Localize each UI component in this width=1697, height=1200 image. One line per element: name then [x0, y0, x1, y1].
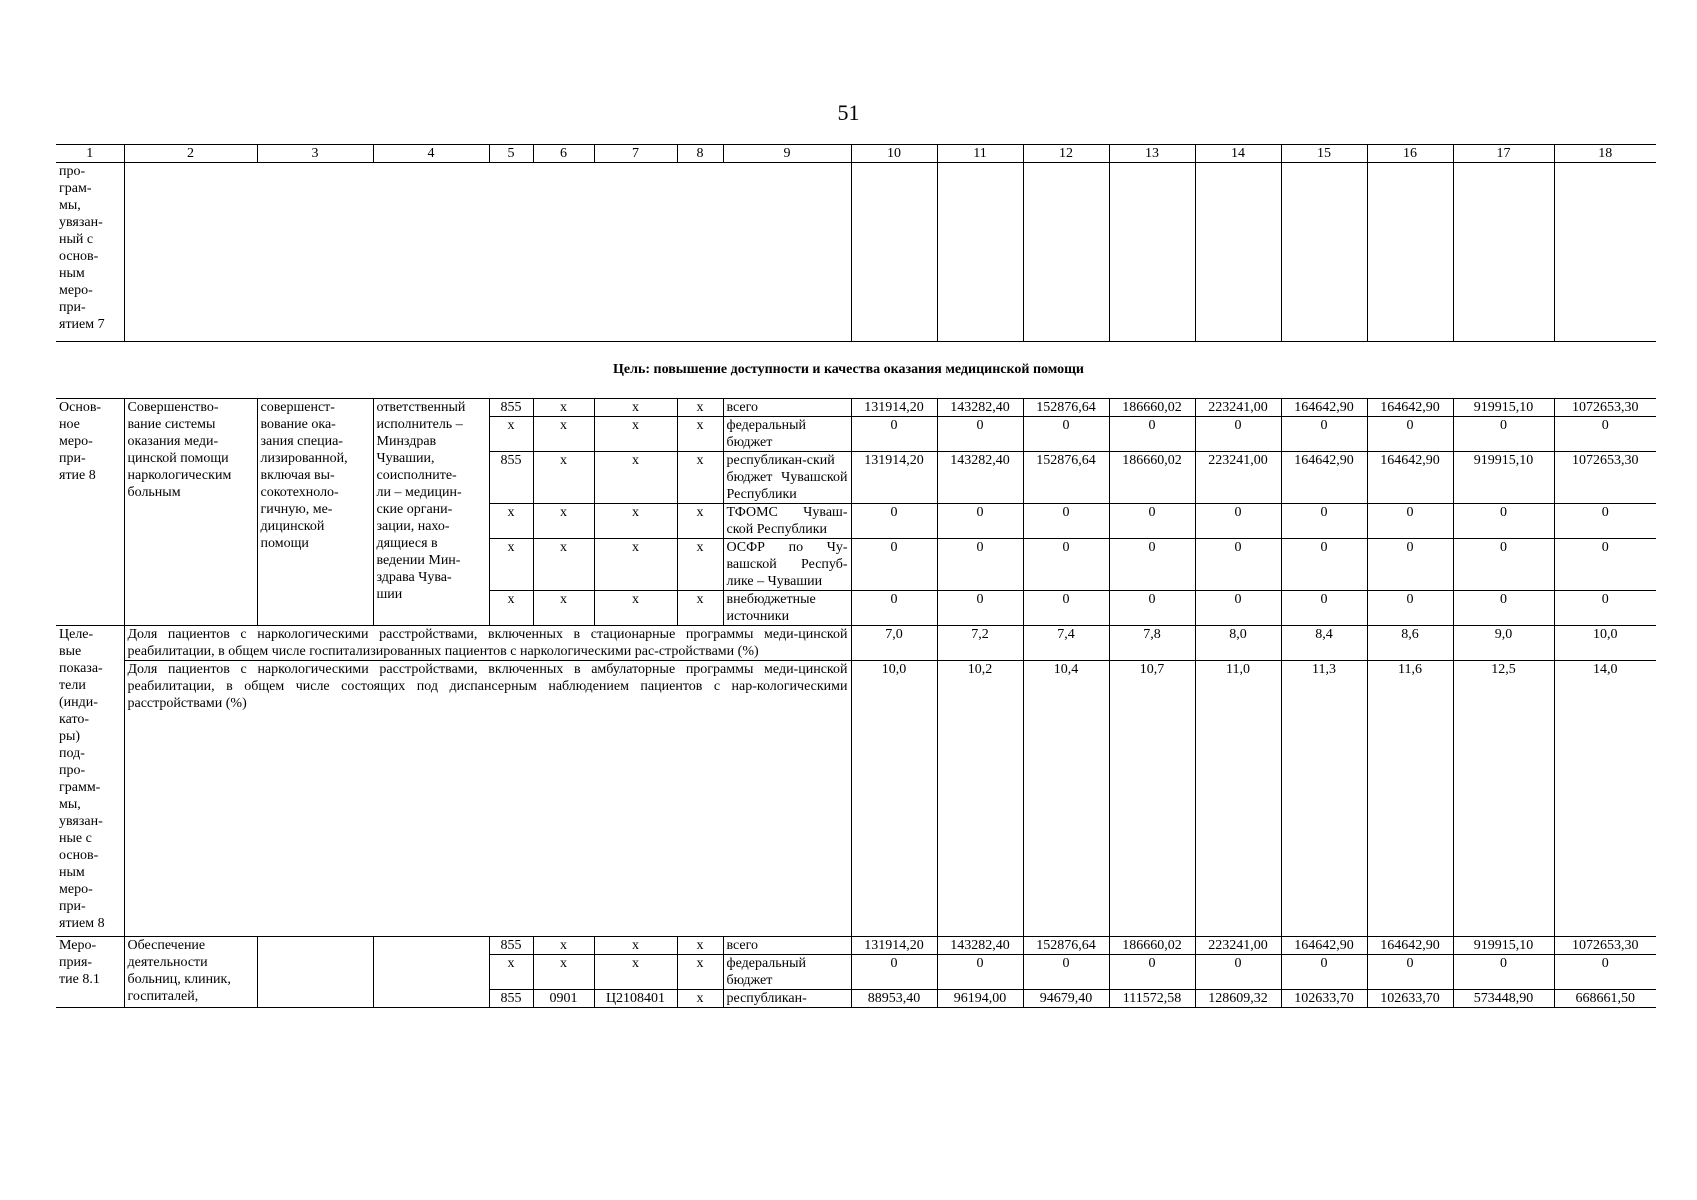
value: 223241,00 [1195, 937, 1281, 955]
value: 919915,10 [1453, 452, 1554, 504]
empty-cell [373, 937, 489, 1008]
event81-title: Меро- прия- тие 8.1 [56, 937, 124, 1008]
value: 0 [851, 539, 937, 591]
value: 0 [1195, 417, 1281, 452]
value: 0 [1453, 504, 1554, 539]
page-number: 51 [837, 100, 860, 125]
value: 7,2 [937, 626, 1023, 661]
col-num: 11 [937, 145, 1023, 163]
source: всего [723, 937, 851, 955]
value: 10,4 [1023, 661, 1109, 937]
main-table [56, 398, 1656, 1008]
header-table [56, 144, 1656, 342]
cell: x [677, 504, 723, 539]
cell: x [489, 417, 533, 452]
cell: x [677, 452, 723, 504]
col-num: 6 [533, 145, 594, 163]
value: 0 [1281, 417, 1367, 452]
value: 573448,90 [1453, 990, 1554, 1008]
value: 0 [851, 417, 937, 452]
target-text: Доля пациентов с наркологическими расстройствами, включенных в амбулаторные программы меди-цинской реабилитации, в общем числе состоящих под диспансерным наблюдением пациентов с нар-кологическими расстройствами (%) [124, 661, 851, 937]
source: всего [723, 399, 851, 417]
source: республикан- [723, 990, 851, 1008]
value: 14,0 [1554, 661, 1656, 937]
value: 10,2 [937, 661, 1023, 937]
value: 131914,20 [851, 399, 937, 417]
value: 0 [1195, 955, 1281, 990]
value: 0 [1195, 539, 1281, 591]
cell: x [594, 955, 677, 990]
value: 9,0 [1453, 626, 1554, 661]
empty-cell [124, 163, 851, 342]
value: 152876,64 [1023, 937, 1109, 955]
goal-heading: Цель: повышение доступности и качества оказания медицинской помощи [613, 362, 1084, 377]
value: 0 [1281, 591, 1367, 626]
cell: x [594, 539, 677, 591]
value: 0 [1023, 504, 1109, 539]
empty-cell [1023, 163, 1109, 342]
source: федеральный бюджет [723, 955, 851, 990]
value: 0 [1367, 955, 1453, 990]
empty-cell [851, 163, 937, 342]
value: 143282,40 [937, 937, 1023, 955]
col-num: 8 [677, 145, 723, 163]
value: 96194,00 [937, 990, 1023, 1008]
event81-name: Обеспечение деятельности больниц, клиник, госпиталей, [124, 937, 257, 1008]
value: 8,4 [1281, 626, 1367, 661]
cell: x [677, 539, 723, 591]
cell: Ц2108401 [594, 990, 677, 1008]
value: 0 [1554, 591, 1656, 626]
value: 143282,40 [937, 452, 1023, 504]
value: 7,0 [851, 626, 937, 661]
value: 12,5 [1453, 661, 1554, 937]
value: 1072653,30 [1554, 937, 1656, 955]
value: 668661,50 [1554, 990, 1656, 1008]
value: 0 [1554, 955, 1656, 990]
value: 1072653,30 [1554, 399, 1656, 417]
source: ТФОМС Чуваш-ской Республики [723, 504, 851, 539]
col-num: 4 [373, 145, 489, 163]
value: 919915,10 [1453, 937, 1554, 955]
empty-cell [1453, 163, 1554, 342]
value: 94679,40 [1023, 990, 1109, 1008]
value: 0 [1109, 417, 1195, 452]
empty-cell [1195, 163, 1281, 342]
value: 0 [1367, 417, 1453, 452]
value: 0 [1023, 591, 1109, 626]
value: 0 [1453, 539, 1554, 591]
value: 0 [1281, 504, 1367, 539]
event8-executor: ответственный исполнитель – Минздрав Чувашии, соисполните- ли – медицин- ские органи- зации, нахо- дящиеся в ведении Мин- здрава Чува- шии [373, 399, 489, 626]
empty-cell [257, 937, 373, 1008]
value: 223241,00 [1195, 452, 1281, 504]
col-num: 10 [851, 145, 937, 163]
empty-cell [1367, 163, 1453, 342]
value: 0 [1367, 539, 1453, 591]
value: 164642,90 [1281, 937, 1367, 955]
cell: x [677, 591, 723, 626]
value: 0 [1195, 591, 1281, 626]
value: 1072653,30 [1554, 452, 1656, 504]
value: 0 [851, 504, 937, 539]
cell: x [489, 955, 533, 990]
cell: x [594, 399, 677, 417]
col-num: 14 [1195, 145, 1281, 163]
value: 0 [1554, 504, 1656, 539]
cell: x [533, 955, 594, 990]
value: 919915,10 [1453, 399, 1554, 417]
value: 0 [851, 955, 937, 990]
value: 0 [1367, 591, 1453, 626]
event8-name: Совершенство- вание системы оказания меди- цинской помощи наркологическим больным [124, 399, 257, 626]
event8-row-total [56, 399, 1656, 417]
source: республикан-ский бюджет Чувашской Республики [723, 452, 851, 504]
cell: x [677, 417, 723, 452]
cell: x [489, 504, 533, 539]
value: 10,0 [1554, 626, 1656, 661]
value: 0 [937, 504, 1023, 539]
value: 0 [1554, 539, 1656, 591]
value: 152876,64 [1023, 452, 1109, 504]
value: 7,8 [1109, 626, 1195, 661]
cell: x [677, 990, 723, 1008]
cell: x [533, 399, 594, 417]
value: 0 [937, 955, 1023, 990]
value: 0 [1109, 504, 1195, 539]
value: 186660,02 [1109, 937, 1195, 955]
value: 131914,20 [851, 452, 937, 504]
cell: x [594, 452, 677, 504]
cell: x [533, 591, 594, 626]
cell: x [533, 452, 594, 504]
value: 10,7 [1109, 661, 1195, 937]
empty-cell [1281, 163, 1367, 342]
value: 0 [1109, 955, 1195, 990]
cell: x [677, 399, 723, 417]
value: 186660,02 [1109, 452, 1195, 504]
cell: x [489, 539, 533, 591]
value: 0 [1023, 417, 1109, 452]
value: 164642,90 [1281, 399, 1367, 417]
value: 0 [937, 539, 1023, 591]
cell: 855 [489, 990, 533, 1008]
value: 10,0 [851, 661, 937, 937]
value: 0 [1281, 539, 1367, 591]
empty-cell [1554, 163, 1656, 342]
value: 88953,40 [851, 990, 937, 1008]
col-num: 12 [1023, 145, 1109, 163]
value: 102633,70 [1281, 990, 1367, 1008]
value: 0 [937, 591, 1023, 626]
value: 0 [1023, 955, 1109, 990]
cell: x [489, 591, 533, 626]
value: 164642,90 [1281, 452, 1367, 504]
value: 164642,90 [1367, 452, 1453, 504]
value: 128609,32 [1195, 990, 1281, 1008]
cell: x [594, 417, 677, 452]
value: 111572,58 [1109, 990, 1195, 1008]
value: 0 [1453, 955, 1554, 990]
value: 8,0 [1195, 626, 1281, 661]
value: 0 [1453, 417, 1554, 452]
source: ОСФР по Чу-вашской Респуб-лике – Чувашии [723, 539, 851, 591]
col-num: 18 [1554, 145, 1656, 163]
cell: x [677, 937, 723, 955]
target-row-2 [56, 661, 1656, 937]
col-num: 15 [1281, 145, 1367, 163]
targets-label: Целе- вые показа- тели (инди- като- ры) под- про- грамм- мы, увязан- ные с основ- ным меро- при- ятием 8 [56, 626, 124, 937]
row-label: про- грам- мы, увязан- ный с основ- ным меро- при- ятием 7 [56, 163, 124, 342]
column-number-row [56, 145, 1656, 163]
cell: x [594, 937, 677, 955]
value: 0 [1554, 417, 1656, 452]
value: 152876,64 [1023, 399, 1109, 417]
target-text: Доля пациентов с наркологическими расстройствами, включенных в стационарные программы меди-цинской реабилитации, в общем числе госпитализированных пациентов с наркологическими рас-стройствами (%) [124, 626, 851, 661]
empty-cell [937, 163, 1023, 342]
cell: 855 [489, 452, 533, 504]
value: 0 [937, 417, 1023, 452]
value: 102633,70 [1367, 990, 1453, 1008]
value: 0 [1195, 504, 1281, 539]
cell: x [677, 955, 723, 990]
value: 0 [1281, 955, 1367, 990]
cell: x [594, 504, 677, 539]
cell: x [533, 539, 594, 591]
value: 11,6 [1367, 661, 1453, 937]
cell: x [533, 937, 594, 955]
event8-title: Основ- ное меро- при- ятие 8 [56, 399, 124, 626]
value: 11,0 [1195, 661, 1281, 937]
value: 164642,90 [1367, 399, 1453, 417]
col-num: 7 [594, 145, 677, 163]
event81-row-total [56, 937, 1656, 955]
value: 0 [1109, 591, 1195, 626]
col-num: 3 [257, 145, 373, 163]
cell: 0901 [533, 990, 594, 1008]
value: 0 [1367, 504, 1453, 539]
cell: 855 [489, 399, 533, 417]
col-num: 17 [1453, 145, 1554, 163]
col-num: 2 [124, 145, 257, 163]
cell: x [533, 417, 594, 452]
value: 164642,90 [1367, 937, 1453, 955]
value: 0 [851, 591, 937, 626]
col-num: 16 [1367, 145, 1453, 163]
col-num: 5 [489, 145, 533, 163]
value: 223241,00 [1195, 399, 1281, 417]
value: 0 [1109, 539, 1195, 591]
col-num: 9 [723, 145, 851, 163]
value: 186660,02 [1109, 399, 1195, 417]
value: 11,3 [1281, 661, 1367, 937]
event8-goal: совершенст- вование ока- зания специа- лизированной, включая вы- сокотехноло- гичную, ме- дицинской помощи [257, 399, 373, 626]
value: 0 [1023, 539, 1109, 591]
value: 143282,40 [937, 399, 1023, 417]
empty-cell [1109, 163, 1195, 342]
cell: 855 [489, 937, 533, 955]
source: внебюджетные источники [723, 591, 851, 626]
col-num: 1 [56, 145, 124, 163]
continuation-row [56, 163, 1656, 342]
cell: x [594, 591, 677, 626]
target-row-1 [56, 626, 1656, 661]
value: 8,6 [1367, 626, 1453, 661]
col-num: 13 [1109, 145, 1195, 163]
source: федеральный бюджет [723, 417, 851, 452]
value: 7,4 [1023, 626, 1109, 661]
value: 0 [1453, 591, 1554, 626]
cell: x [533, 504, 594, 539]
value: 131914,20 [851, 937, 937, 955]
